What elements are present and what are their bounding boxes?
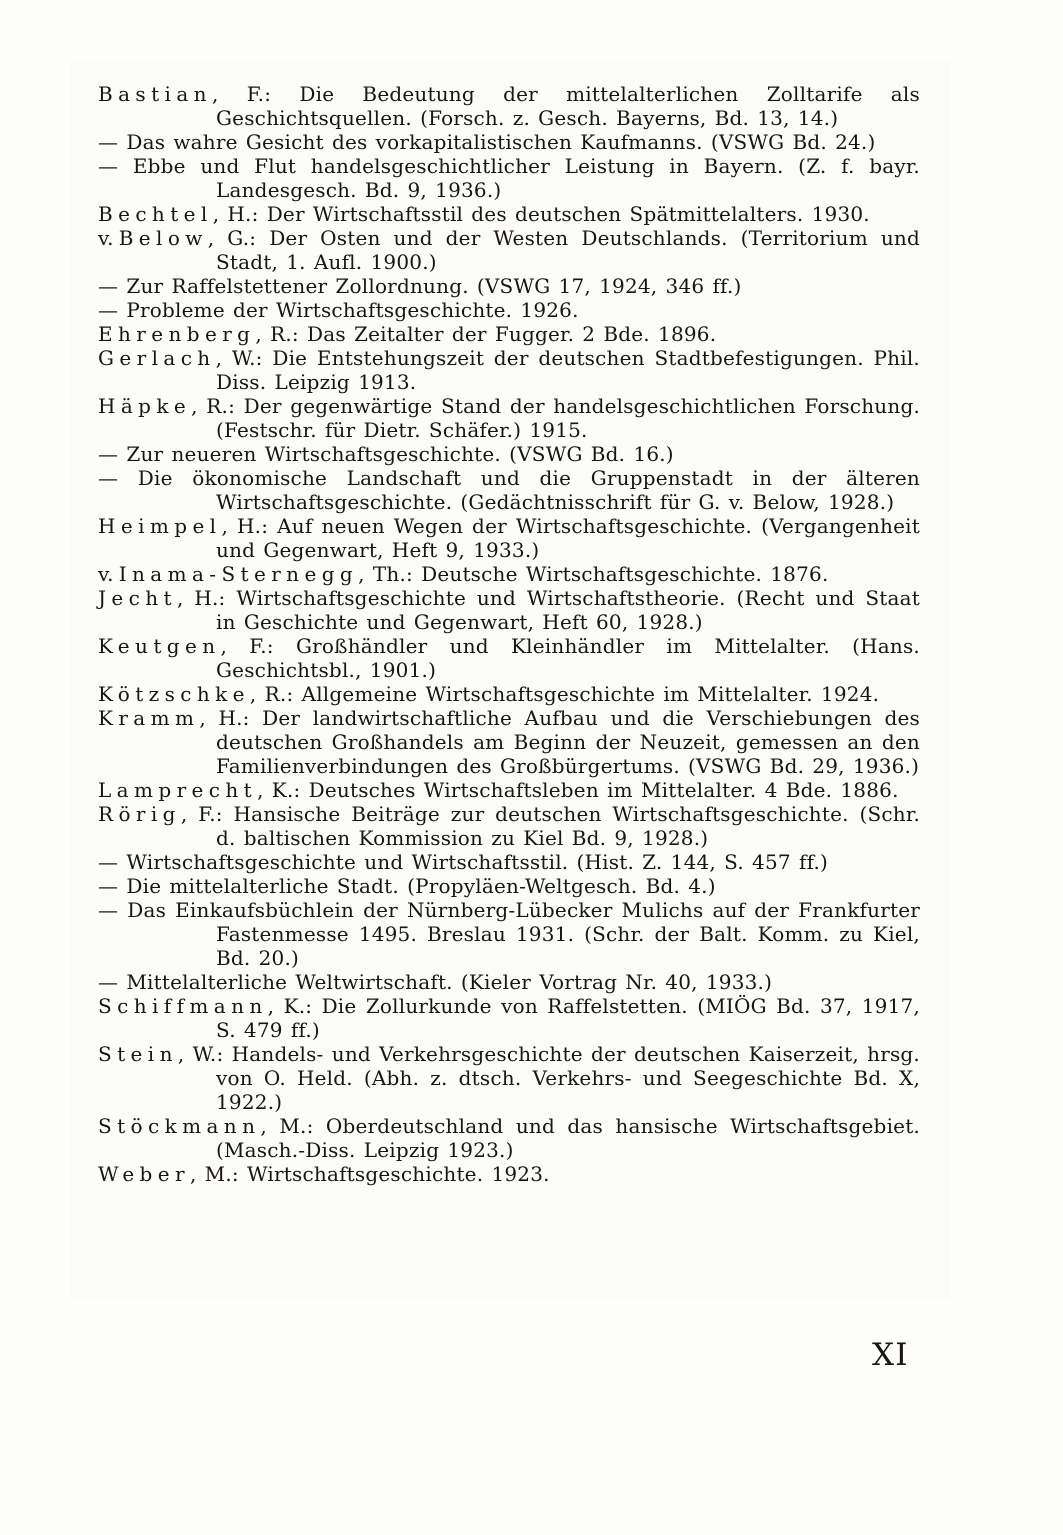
author-name: Häpke <box>98 394 192 418</box>
bibliography-entry <box>98 562 920 586</box>
entry-text: , W.: Handels- und Verkehrsgeschichte der deutschen Kaiserzeit, hrsg. von O. Held. (Abh. z. dtsch. Verkehrs- und Seegeschichte Bd. X, 1922.) <box>177 1042 920 1114</box>
bibliography-entry <box>98 850 920 874</box>
entry-text: , W.: Die Entstehungszeit der deutschen Stadtbefestigungen. Phil. Diss. Leipzig 1913. <box>215 346 920 394</box>
bibliography-entry <box>98 274 920 298</box>
author-name: Jecht <box>98 586 177 610</box>
bibliography-entry <box>98 394 920 442</box>
entry-text: — Das Einkaufsbüchlein der Nürnberg-Lübecker Mulichs auf der Frankfurter Fastenmesse 1495. Breslau 1931. (Schr. der Balt. Komm. zu Kiel, Bd. 20.) <box>98 898 920 970</box>
bibliography-entry <box>98 994 920 1042</box>
entry-text: , H.: Der Wirtschaftsstil des deutschen Spätmittelalters. 1930. <box>212 202 870 226</box>
author-name: Kramm <box>98 706 200 730</box>
author-name: Rörig <box>98 802 181 826</box>
author-name: Inama-Sternegg <box>118 562 359 586</box>
entry-text: — Wirtschaftsgeschichte und Wirtschaftsstil. (Hist. Z. 144, S. 457 ff.) <box>98 850 829 874</box>
author-name: Lamprecht <box>98 778 258 802</box>
page-number: XI <box>872 1337 909 1373</box>
author-name: Heimpel <box>98 514 222 538</box>
bibliography-entry <box>98 1114 920 1162</box>
author-name: Schiffmann <box>98 994 268 1018</box>
bibliography-entry <box>98 154 920 202</box>
author-name: Below <box>118 226 208 250</box>
author-name: Stöckmann <box>98 1114 261 1138</box>
entry-text: — Mittelalterliche Weltwirtschaft. (Kieler Vortrag Nr. 40, 1933.) <box>98 970 773 994</box>
entry-text: , G.: Der Osten und der Westen Deutschlands. (Territorium und Stadt, 1. Aufl. 1900.) <box>207 226 920 274</box>
entry-text: , F.: Großhändler und Kleinhändler im Mittelalter. (Hans. Geschichtsbl., 1901.) <box>216 634 920 682</box>
entry-text: , M.: Oberdeutschland und das hansische Wirtschaftsgebiet. (Masch.-Diss. Leipzig 1923.) <box>216 1114 920 1162</box>
entry-text: , H.: Auf neuen Wegen der Wirtschaftsgeschichte. (Vergangenheit und Gegenwart, Heft 9, 1933.) <box>216 514 920 562</box>
author-name: Ehrenberg <box>98 322 256 346</box>
bibliography-entry <box>98 130 920 154</box>
entry-text: , H.: Der landwirtschaftliche Aufbau und die Verschiebungen des deutschen Großhandels am Beginn der Neuzeit, gemessen an den Familienverbindungen des Großbürgertums. (VSWG Bd. 29, 1936.) <box>199 706 920 778</box>
author-name: Keutgen <box>98 634 221 658</box>
author-name: Weber <box>98 1162 190 1186</box>
bibliography-entry <box>98 874 920 898</box>
bibliography-entry <box>98 970 920 994</box>
bibliography-list <box>98 82 920 1186</box>
entry-text: , F.: Die Bedeutung der mittelalterlichen Zolltarife als Geschichtsquellen. (Forsch. z. Gesch. Bayerns, Bd. 13, 14.) <box>211 82 920 130</box>
author-name: Bechtel <box>98 202 213 226</box>
entry-text: , H.: Wirtschaftsgeschichte und Wirtschaftstheorie. (Recht und Staat in Geschichte und Gegenwart, Heft 60, 1928.) <box>176 586 920 634</box>
bibliography-entry <box>98 1162 920 1186</box>
entry-text: , M.: Wirtschaftsgeschichte. 1923. <box>189 1162 550 1186</box>
entry-text: , R.: Allgemeine Wirtschaftsgeschichte im Mittelalter. 1924. <box>249 682 880 706</box>
bibliography-entry <box>98 466 920 514</box>
entry-text: — Ebbe und Flut handelsgeschichtlicher Leistung in Bayern. (Z. f. bayr. Landesgesch. Bd. 9, 1936.) <box>98 154 920 202</box>
bibliography-entry <box>98 706 920 778</box>
entry-text: — Probleme der Wirtschaftsgeschichte. 1926. <box>98 298 579 322</box>
bibliography-entry <box>98 82 920 130</box>
entry-text: — Zur neueren Wirtschaftsgeschichte. (VSWG Bd. 16.) <box>98 442 674 466</box>
entry-text: — Die mittelalterliche Stadt. (Propyläen-Weltgesch. Bd. 4.) <box>98 874 716 898</box>
entry-text: , R.: Das Zeitalter der Fugger. 2 Bde. 1896. <box>255 322 717 346</box>
entry-text: — Zur Raffelstettener Zollordnung. (VSWG 17, 1924, 346 ff.) <box>98 274 742 298</box>
author-name: Stein <box>98 1042 178 1066</box>
entry-text: , Th.: Deutsche Wirtschaftsgeschichte. 1876. <box>358 562 829 586</box>
bibliography-entry <box>98 442 920 466</box>
author-name: Bastian <box>98 82 212 106</box>
bibliography-entry <box>98 298 920 322</box>
bibliography-entry <box>98 586 920 634</box>
bibliography-entry <box>98 226 920 274</box>
bibliography-entry <box>98 802 920 850</box>
author-prefix: v. <box>98 562 114 586</box>
bibliography-entry <box>98 514 920 562</box>
entry-text: , F.: Hansische Beiträge zur deutschen Wirtschaftsgeschichte. (Schr. d. baltischen Kommission zu Kiel Bd. 9, 1928.) <box>180 802 920 850</box>
bibliography-entry <box>98 346 920 394</box>
author-name: Kötzschke <box>98 682 250 706</box>
author-prefix: v. <box>98 226 114 250</box>
bibliography-entry <box>98 778 920 802</box>
author-name: Gerlach <box>98 346 216 370</box>
entry-text: — Die ökonomische Landschaft und die Gruppenstadt in der älteren Wirtschaftsgeschichte. (Gedächtnisschrift für G. v. Below, 1928.) <box>98 466 920 514</box>
entry-text: , K.: Die Zollurkunde von Raffelstetten. (MIÖG Bd. 37, 1917, S. 479 ff.) <box>216 994 920 1042</box>
entry-text: , R.: Der gegenwärtige Stand der handelsgeschichtlichen Forschung. (Festschr. für Dietr. Schäfer.) 1915. <box>191 394 920 442</box>
bibliography-entry <box>98 682 920 706</box>
bibliography-entry <box>98 322 920 346</box>
bibliography-entry <box>98 1042 920 1114</box>
bibliography-entry <box>98 634 920 682</box>
bibliography-entry <box>98 898 920 970</box>
entry-text: — Das wahre Gesicht des vorkapitalistischen Kaufmanns. (VSWG Bd. 24.) <box>98 130 876 154</box>
entry-text: , K.: Deutsches Wirtschaftsleben im Mittelalter. 4 Bde. 1886. <box>257 778 899 802</box>
bibliography-entry <box>98 202 920 226</box>
